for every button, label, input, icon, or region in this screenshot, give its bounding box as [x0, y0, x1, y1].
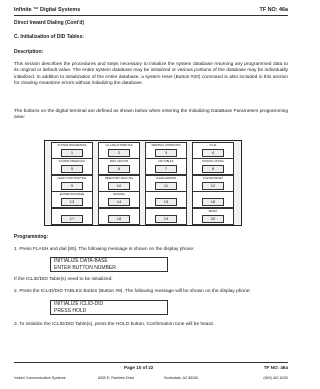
- terminal-button-19[interactable]: [145, 208, 187, 225]
- button-label: DID TABLES: [158, 160, 174, 164]
- terminal-button-7[interactable]: [145, 158, 187, 175]
- button-label: RESET: [208, 209, 218, 213]
- header-doc-id: TF NO: 46a: [259, 7, 288, 13]
- terminal-button-6[interactable]: [98, 158, 140, 175]
- button-label: SYSTEM SPEED DIAL: [58, 160, 86, 164]
- footer-address: 8300 E. Raintree Drive: [98, 376, 135, 380]
- display-line: PRESS HOLD: [54, 307, 87, 314]
- step-3: 3. To initialize the ICLID/DID Table(s), press the HOLD button, Confirmation tone will be heard.: [14, 322, 215, 327]
- section-title: Direct Inward Dialing (Cont'd): [14, 20, 85, 26]
- button-number: 6: [108, 165, 130, 173]
- terminal-button-12[interactable]: [192, 175, 234, 192]
- button-number: 14: [108, 198, 130, 206]
- terminal-button-15[interactable]: [145, 191, 187, 208]
- button-number: 5: [61, 165, 83, 173]
- button-number: 1: [61, 149, 83, 157]
- button-label: ICLID: [209, 144, 217, 147]
- button-number: 16: [202, 198, 224, 206]
- step-1: 1. Press FLASH and dial [80]. The following message is shown on the display phone:: [14, 247, 195, 252]
- header-rule: [14, 15, 288, 16]
- display-message-1: [50, 257, 168, 272]
- button-number: 3: [155, 149, 177, 157]
- button-number: 2: [108, 149, 130, 157]
- button-label: TERMINAL ATTRIBUTES: [151, 144, 181, 147]
- display-line: ENTER BUTTON NUMBER: [54, 264, 116, 271]
- button-label: STATION LISTING: [202, 160, 224, 164]
- step-2: 2. Press the ICLID/DID TABLES Button (Button #9). The following message will be shown on the display phone:: [14, 289, 251, 294]
- button-number: 17: [61, 215, 83, 223]
- display-line: INITIALIZE ICLID-DID: [54, 301, 104, 307]
- header-title: Infinite ™ Digital Systems: [14, 7, 81, 13]
- terminal-button-2[interactable]: [98, 142, 140, 159]
- display-message-2: [50, 300, 168, 315]
- footer-rule: [14, 362, 288, 363]
- button-label: CLEAR ERRORS: [155, 176, 177, 180]
- button-number: 20: [202, 215, 224, 223]
- description-label: Description:: [14, 49, 44, 55]
- button-label: CO LINE ATTRIBUTES: [105, 144, 133, 147]
- button-number: 19: [155, 215, 177, 223]
- button-label: DEVICES: [113, 193, 125, 197]
- description-paragraph: This section describes the procedures and steps necessary to initialize the system database returning any programmed data to its original or default value. The entire system database may be initialized or various portions of the database may be individually initialized. In addition to initialization of the entire database, a system reset (Button #20) command is also included in this section for clearing meantime errors without initializing the database.: [14, 62, 288, 87]
- button-number: 15: [155, 198, 177, 206]
- terminal-button-9[interactable]: [51, 175, 93, 192]
- display-line: INITIALIZE DATA-BASE: [54, 258, 108, 264]
- terminal-button-8[interactable]: [192, 158, 234, 175]
- footer-phone: (800) 467-6200: [263, 376, 288, 380]
- terminal-button-18[interactable]: [98, 208, 140, 225]
- iclid-note: If the ICLID/DID Table(s) need to be initialized:: [14, 277, 113, 282]
- footer-company: Vodavi Communication Systems: [14, 376, 66, 380]
- terminal-button-4[interactable]: [192, 142, 234, 159]
- button-label: SYSTEM RESET: [202, 176, 224, 180]
- digital-terminal-button-panel: [44, 140, 242, 226]
- terminal-button-10[interactable]: [98, 175, 140, 192]
- terminal-button-20[interactable]: [192, 208, 234, 225]
- section-subtitle: C. Initialization of DID Tables:: [14, 34, 84, 40]
- button-label: SYSTEM PARAMETERS: [57, 144, 87, 147]
- terminal-button-16[interactable]: [192, 191, 234, 208]
- footer-doc-id: TF NO: 46a: [263, 365, 288, 370]
- buttons-intro-paragraph: The buttons on the digital terminal are defined as shown below when entering the Initializing DataBase Parameters programming area:: [14, 109, 288, 121]
- button-number: 18: [108, 215, 130, 223]
- button-label: ENTIRE DATA BASE: [59, 193, 85, 197]
- document-page: [14, 0, 288, 389]
- terminal-button-14[interactable]: [98, 191, 140, 208]
- button-label: DIRECTORY ANALYSIS: [104, 176, 134, 180]
- terminal-button-3[interactable]: [145, 142, 187, 159]
- button-number: 13: [61, 198, 83, 206]
- button-number: 12: [202, 182, 224, 190]
- terminal-button-5[interactable]: [51, 158, 93, 175]
- button-number: 10: [108, 182, 130, 190]
- footer-page: Page 10 of 22: [124, 365, 154, 370]
- button-number: 8: [202, 165, 224, 173]
- terminal-button-17[interactable]: [51, 208, 93, 225]
- terminal-button-11[interactable]: [145, 175, 187, 192]
- button-label: LEAST COST ROUTING: [57, 176, 87, 180]
- button-number: 4: [202, 149, 224, 157]
- programming-label: Programming:: [14, 234, 49, 240]
- button-number: 9: [61, 182, 83, 190]
- terminal-button-13[interactable]: [51, 191, 93, 208]
- button-number: 7: [155, 165, 177, 173]
- terminal-button-1[interactable]: [51, 142, 93, 159]
- button-label: RING GROUPS: [109, 160, 129, 164]
- button-number: 11: [155, 182, 177, 190]
- footer-city: Scottsdale, AZ 85260: [164, 376, 199, 380]
